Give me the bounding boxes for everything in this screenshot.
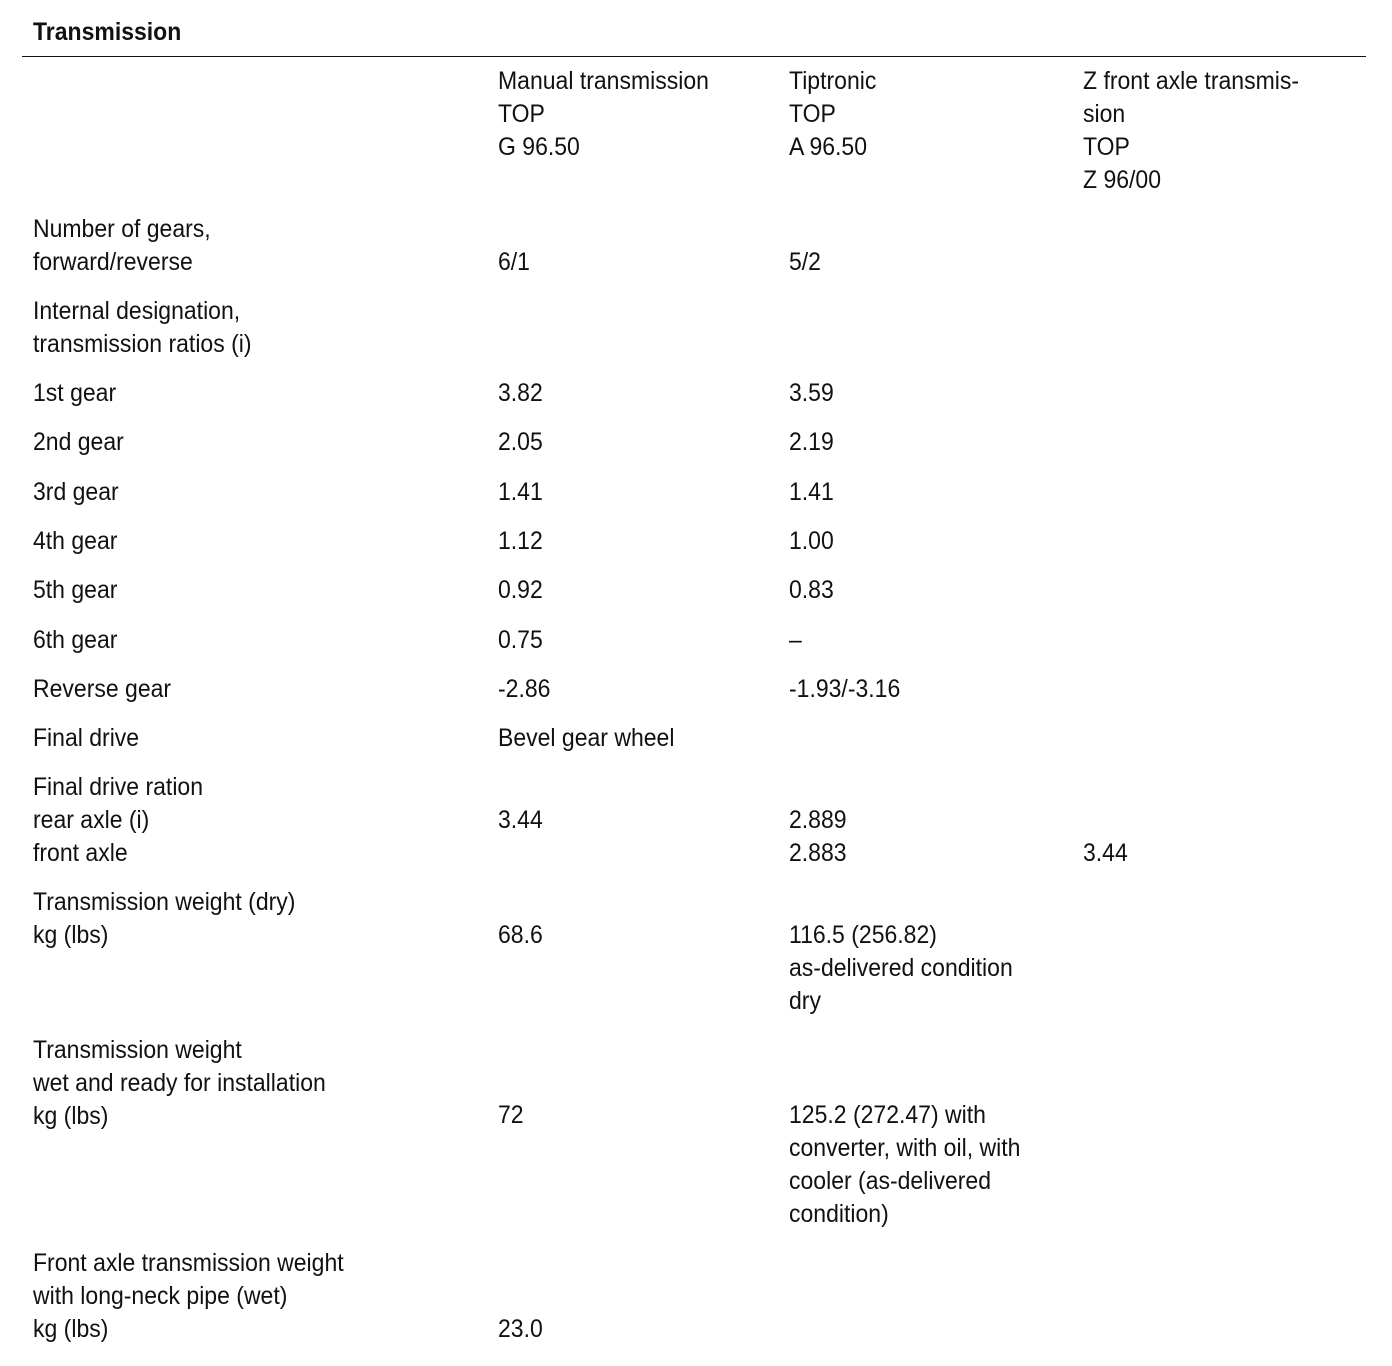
row-label-number-of-gears: Number of gears, forward/reverse [33, 215, 211, 276]
cell-manual-6th-gear: 0.75 [498, 626, 543, 654]
row-label-6th-gear: 6th gear [33, 626, 118, 654]
cell-tiptronic-5th-gear: 0.83 [789, 576, 834, 604]
cell-manual-transmission-weight-dry: 68.6 [498, 921, 543, 949]
cell-tiptronic-final-drive-ration: 2.889 2.883 [789, 806, 847, 867]
row-label-front-axle-transmission-weight: Front axle transmission weight with long-neck pipe (wet) kg (lbs) [33, 1249, 344, 1343]
row-label-1st-gear: 1st gear [33, 379, 117, 407]
row-label-transmission-weight-wet: Transmission weight wet and ready for installation kg (lbs) [33, 1036, 326, 1130]
cell-front-axle-final-drive-ration: 3.44 [1083, 839, 1128, 867]
cell-manual-final-drive: Bevel gear wheel [498, 724, 675, 752]
cell-manual-5th-gear: 0.92 [498, 576, 543, 604]
row-label-final-drive-ration: Final drive ration rear axle (i) front axle [33, 773, 204, 867]
row-label-3rd-gear: 3rd gear [33, 478, 119, 506]
row-label-2nd-gear: 2nd gear [33, 428, 124, 456]
cell-manual-front-axle-transmission-weight: 23.0 [498, 1315, 543, 1343]
column-header-front-axle: Z front axle transmis- sion TOP Z 96/00 [1083, 67, 1299, 194]
cell-manual-number-of-gears: 6/1 [498, 248, 530, 276]
row-label-4th-gear: 4th gear [33, 527, 118, 555]
cell-tiptronic-transmission-weight-wet: 125.2 (272.47) with converter, with oil, with cooler (as-delivered condition) [789, 1101, 1021, 1228]
page-title: Transmission [33, 18, 182, 46]
cell-tiptronic-reverse-gear: -1.93/-3.16 [789, 675, 901, 703]
cell-manual-2nd-gear: 2.05 [498, 428, 543, 456]
cell-manual-final-drive-ration: 3.44 [498, 806, 543, 834]
column-header-manual: Manual transmission TOP G 96.50 [498, 67, 709, 161]
cell-tiptronic-6th-gear: – [789, 626, 802, 654]
cell-tiptronic-transmission-weight-dry: 116.5 (256.82) as-delivered condition dry [789, 921, 1013, 1015]
row-label-5th-gear: 5th gear [33, 576, 118, 604]
cell-tiptronic-4th-gear: 1.00 [789, 527, 834, 555]
row-label-final-drive: Final drive [33, 724, 140, 752]
column-header-tiptronic: Tiptronic TOP A 96.50 [789, 67, 877, 161]
cell-tiptronic-number-of-gears: 5/2 [789, 248, 821, 276]
cell-manual-1st-gear: 3.82 [498, 379, 543, 407]
cell-manual-transmission-weight-wet: 72 [498, 1101, 524, 1129]
cell-tiptronic-2nd-gear: 2.19 [789, 428, 834, 456]
row-label-internal-designation: Internal designation, transmission ratios (i) [33, 297, 252, 358]
cell-manual-4th-gear: 1.12 [498, 527, 543, 555]
cell-manual-reverse-gear: -2.86 [498, 675, 551, 703]
row-label-transmission-weight-dry: Transmission weight (dry) kg (lbs) [33, 888, 296, 949]
cell-manual-3rd-gear: 1.41 [498, 478, 543, 506]
row-label-reverse-gear: Reverse gear [33, 675, 172, 703]
cell-tiptronic-1st-gear: 3.59 [789, 379, 834, 407]
title-divider [22, 56, 1366, 57]
cell-tiptronic-3rd-gear: 1.41 [789, 478, 834, 506]
